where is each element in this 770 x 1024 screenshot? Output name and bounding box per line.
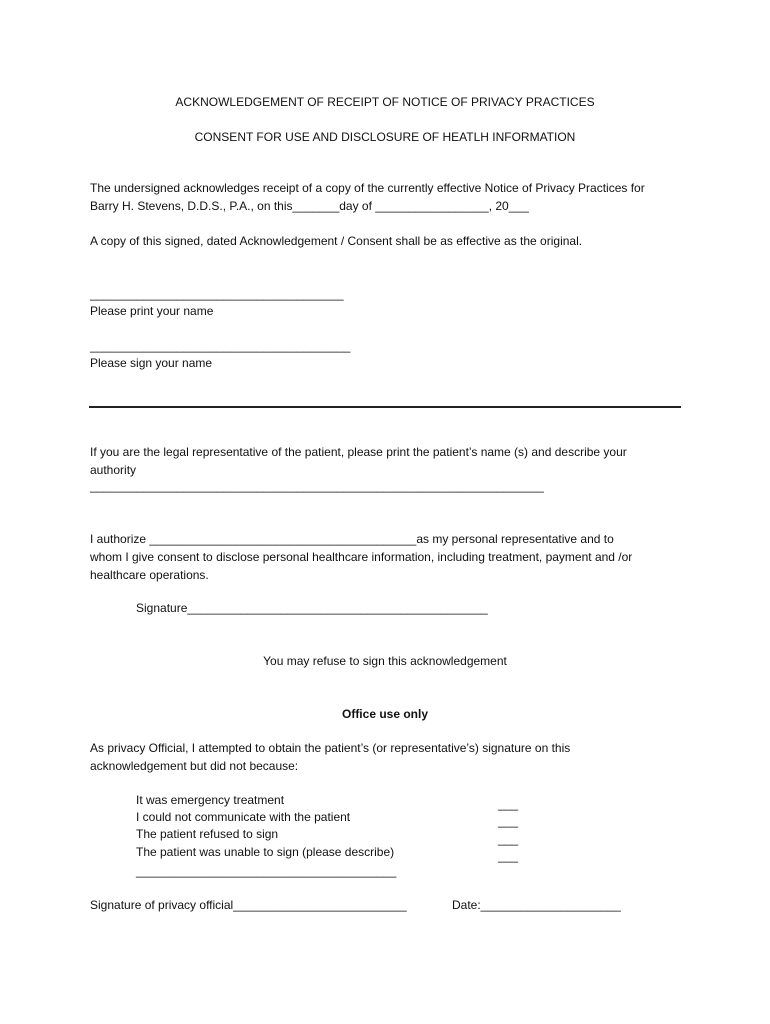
official-text-line-1: As privacy Official, I attempted to obtain the patient’s (or representative’s) signature on this: [90, 741, 571, 755]
representative-text-line-1: If you are the legal representative of the patient, please print the patient’s name (s) and describe your: [90, 445, 627, 459]
office-use-heading: Office use only: [341, 707, 429, 721]
reason-checkbox-blank[interactable]: ___: [498, 849, 519, 863]
print-name-field[interactable]: ______________________________________: [90, 287, 344, 301]
representative-authority-field[interactable]: ____________________________________________________________________: [90, 479, 544, 493]
copy-statement: A copy of this signed, dated Acknowledgement / Consent shall be as effective as the original.: [90, 234, 583, 248]
authorize-text-line-2: whom I give consent to disclose personal healthcare information, including treatment, payment and /or: [90, 550, 633, 564]
unable-describe-field[interactable]: _______________________________________: [136, 864, 397, 878]
sign-name-field[interactable]: _______________________________________: [90, 339, 351, 353]
reason-checkbox-blank[interactable]: ___: [498, 814, 519, 828]
intro-text-line-2[interactable]: Barry H. Stevens, D.D.S., P.A., on this_______day of _________________, 20___: [90, 199, 529, 213]
refuse-statement: You may refuse to sign this acknowledgement: [263, 654, 507, 668]
reason-checkbox-blank[interactable]: ___: [498, 797, 519, 811]
official-text-line-2: acknowledgement but did not because:: [90, 759, 299, 773]
section-divider: [89, 406, 681, 408]
date-field[interactable]: Date:_____________________: [452, 898, 621, 912]
intro-text-line-1: The undersigned acknowledges receipt of a copy of the currently effective Notice of Privacy Practices for: [90, 181, 645, 195]
reason-checkbox-blank[interactable]: ___: [498, 832, 519, 846]
reason-label: It was emergency treatment: [136, 793, 285, 807]
print-name-label: Please print your name: [90, 304, 214, 318]
reason-label: The patient was unable to sign (please describe): [136, 845, 395, 859]
authorize-text-line-1[interactable]: I authorize ________________________________________as my personal representative and to: [90, 532, 614, 546]
reason-label: The patient refused to sign: [136, 827, 279, 841]
form-title: ACKNOWLEDGEMENT OF RECEIPT OF NOTICE OF PRIVACY PRACTICES: [175, 95, 595, 109]
reason-label: I could not communicate with the patient: [136, 810, 351, 824]
representative-text-line-2: authority: [90, 463, 137, 477]
form-subtitle: CONSENT FOR USE AND DISCLOSURE OF HEATLH INFORMATION: [194, 130, 576, 144]
sign-name-label: Please sign your name: [90, 356, 213, 370]
representative-signature-field[interactable]: Signature_____________________________________________: [136, 601, 488, 615]
official-signature-field[interactable]: Signature of privacy official__________________________: [90, 898, 407, 912]
authorize-text-line-3: healthcare operations.: [90, 568, 209, 582]
